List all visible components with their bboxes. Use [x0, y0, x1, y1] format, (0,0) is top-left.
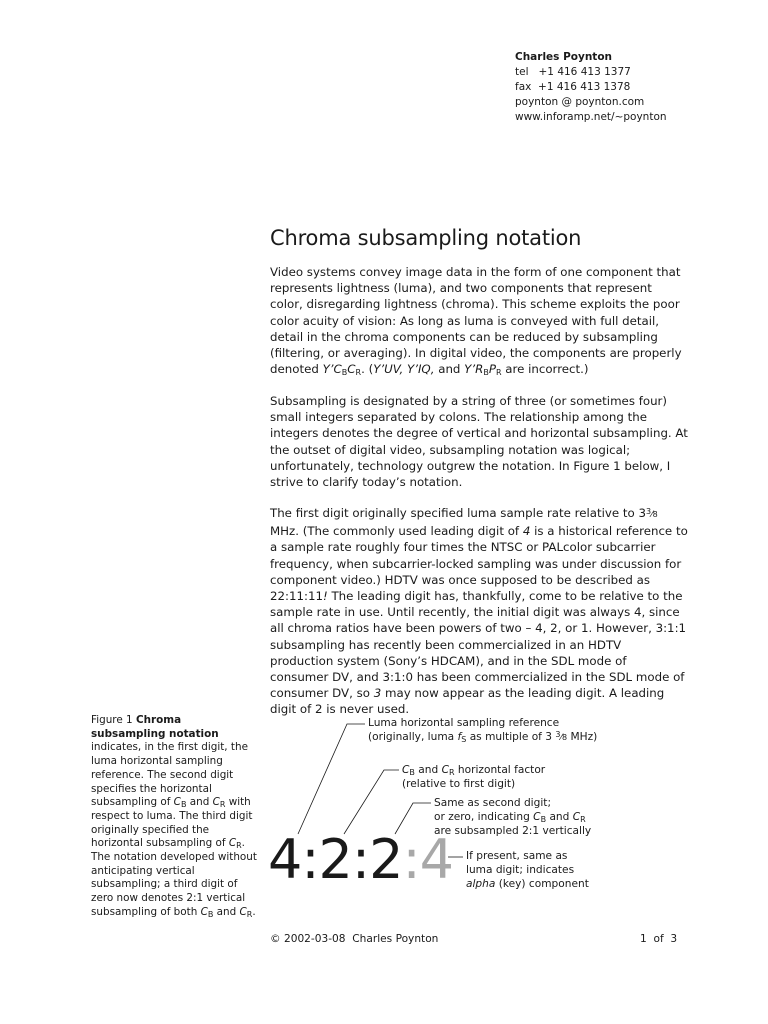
author-name: Charles Poynton: [515, 51, 613, 63]
page-title: Chroma subsampling notation: [270, 226, 582, 250]
telephone: tel +1 416 413 1377: [515, 66, 631, 78]
email-link[interactable]: poynton @ poynton.com: [515, 96, 645, 108]
fax: fax +1 416 413 1378: [515, 81, 631, 93]
footer-copyright: © 2002-03-08 Charles Poynton: [270, 933, 439, 945]
website-link[interactable]: www.inforamp.net/~poynton: [515, 111, 667, 123]
annotation-third-digit: Same as second digit; or zero, indicating $C_B$ and $C_R$ are subsampled 2:1 vertically: [434, 797, 592, 837]
paragraph-notation: Subsampling is designated by a string of three (or sometimes four) small integers separated by colons. The relationship among the integers denotes the degree of vertical and horizontal subsampling. At the outset of digital video, subsampling notation was logical; unfortunately, technology outgrew the notation. In Figure 1 below, I strive to clarify today’s notation.: [270, 394, 688, 490]
page-number: 1 of 3: [640, 933, 678, 945]
annotation-luma-reference: Luma horizontal sampling reference (originally, luma $f_S$ as multiple of 3 $^3$⁄8 MHz): [368, 717, 598, 744]
leader-line-luma: [298, 724, 365, 834]
subsampling-notation-graphic: 4:2:2:4: [268, 828, 454, 891]
annotation-alpha-digit: If present, same as luma digit; indicates alpha (key) component: [466, 850, 589, 890]
alpha-digit: :4: [402, 828, 454, 891]
paragraph-intro: Video systems convey image data in the form of one component that represents lightness (luma), and two components that represent color, disregarding lightness (chroma). This scheme exploits the poor color acuity of vision: As long as luma is conveyed with full detail, detail in the chroma components can be reduced by subsampling (filtering, or averaging). In digital video, the components are properly denoted $Y’C_BC_R$. (Y’UV, Y’IQ, and $Y’R_BP_R$ are incorrect.): [270, 265, 682, 378]
annotation-horizontal-factor: $C_B$ and $C_R$ horizontal factor (relative to first digit): [402, 764, 546, 790]
paragraph-first-digit: The first digit originally specified luma sample rate relative to $3^3⁄8$ MHz. (The commonly used leading digit of 4 is a historical reference to a sample rate roughly four times the NTSC or PALcolor subcarrier frequency, when subcarrier-locked sampling was under discussion for component video.) HDTV was once supposed to be described as 22:11:11! The leading digit has, thankfully, come to be relative to the sample rate in use. Until recently, the initial digit was always 4, since all chroma ratios have been powers of two – 4, 2, or 1. However, 3:1:1 subsampling has recently been commercialized in an HDTV production system (Sony’s HDCAM), and in the SDL mode of consumer DV, and 3:1:0 has been commercialized in the SDL mode of consumer DV, so 3 may now appear as the leading digit. A leading digit of 2 is never used.: [270, 506, 688, 717]
leader-line-second-digit: [344, 770, 399, 834]
contact-block: [515, 50, 667, 125]
figure-caption: Figure 1 Chroma subsampling notation indicates, in the first digit, the luma horizontal sampling reference. The second digit specifies the horizontal subsampling of $C_B$ and $C_R$ with respect to luma. The third digit originally specified the horizontal subsampling of $C_R$. The notation developed without anticipating vertical subsampling; a third digit of zero now denotes 2:1 vertical subsampling of both $C_B$ and $C_R$.: [91, 714, 257, 919]
